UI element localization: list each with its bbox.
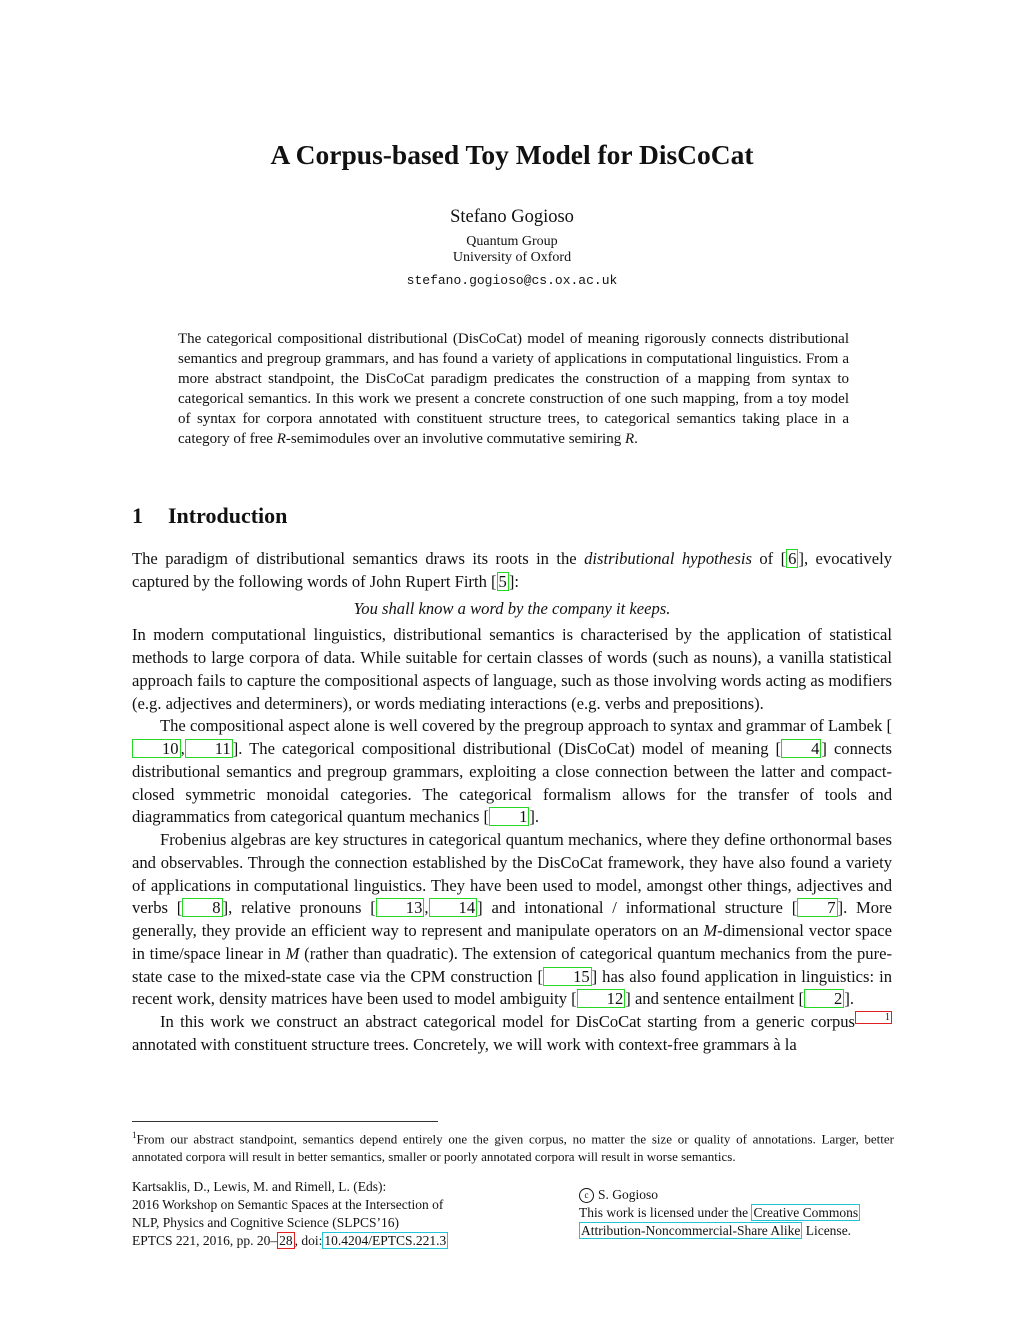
block-quote: You shall know a word by the company it keeps.	[353, 598, 671, 618]
emphasis: distributional hypothesis	[584, 549, 752, 568]
affiliation-group: Quantum Group	[466, 234, 558, 249]
abstract-var: R	[624, 431, 635, 448]
math-var: M	[285, 943, 300, 963]
text-run: ], relative pronouns [	[222, 898, 376, 918]
text-run: The compositional aspect alone is well covered by the pregroup approach to syntax and grammar of Lambek [	[160, 716, 892, 736]
copyright-icon: c	[579, 1188, 594, 1203]
doi-link[interactable]: 10.4204/EPTCS.221.3	[324, 1233, 447, 1248]
paragraph	[132, 715, 892, 829]
license-info	[579, 1186, 909, 1240]
text-run: -dimensional vector space in time/space linear in	[132, 921, 892, 963]
text-run: (rather than quadratic). The extension of categorical quantum mechanics from the pure-state case to the mixed-state case via the CPM construction [	[132, 943, 892, 986]
pubinfo-venue: NLP, Physics and Cognitive Science (SLPCS’16)	[132, 1215, 399, 1230]
paragraph	[132, 548, 892, 594]
pubinfo-workshop: 2016 Workshop on Semantic Spaces at the Intersection of	[132, 1197, 444, 1212]
citation-link[interactable]: 11	[185, 739, 233, 758]
citation-link[interactable]: 4	[781, 739, 821, 758]
publication-info	[132, 1178, 512, 1250]
paragraph	[132, 829, 892, 1011]
citation-link[interactable]: 1	[489, 807, 529, 826]
text-run: ] and sentence entailment [	[625, 989, 805, 1009]
footnote-divider	[132, 1121, 438, 1122]
text-run: ]. The categorical compositional distributional (DisCoCat) model of meaning [	[232, 739, 782, 758]
citation-link[interactable]: 7	[797, 898, 837, 917]
citation-link[interactable]: 5	[498, 571, 507, 591]
citation-link[interactable]: 14	[429, 898, 478, 917]
license-line	[579, 1222, 909, 1240]
copyright-holder: S. Gogioso	[598, 1187, 659, 1202]
copyright-line	[579, 1186, 909, 1204]
text-run: annotated with constituent structure trees. Concretely, we will work with context-free grammars à la	[132, 1034, 797, 1054]
text-run: ,	[180, 739, 185, 758]
paper-title: A Corpus-based Toy Model for DisCoCat	[270, 139, 754, 170]
text-run: ].	[529, 807, 540, 827]
text-run: ]. More generally, they provide an efficient way to represent and manipulate operators on an	[132, 898, 892, 940]
pubinfo-eptcs	[132, 1232, 512, 1250]
text-run: ] connects distributional semantics and pregroup grammars, exploiting a close connection between the latter and compact-closed symmetric monoidal categories. The categorical formalism allows for the transfer of tools and diagrammatics from categorical quantum mechanics [	[132, 739, 892, 827]
citation-link[interactable]: 15	[543, 967, 592, 986]
author-email[interactable]: stefano.gogioso@cs.ox.ac.uk	[406, 273, 618, 288]
paragraph	[132, 1011, 892, 1057]
license-link[interactable]: Creative Commons	[753, 1205, 859, 1220]
citation-link[interactable]: 6	[788, 549, 797, 568]
section-number: 1	[132, 503, 143, 528]
text-run: ]:	[508, 571, 519, 591]
text-run: ] and intonational / informational structure [	[477, 898, 798, 918]
license-link[interactable]: Attribution-Noncommercial-Share Alike	[581, 1223, 801, 1238]
math-var: M	[703, 921, 718, 940]
pubinfo-editors: Kartsaklis, D., Lewis, M. and Rimell, L. (Eds):	[132, 1179, 387, 1194]
text-run: Frobenius algebras are key structures in categorical quantum mechanics, where they define orthonormal bases and observables. Through the connection established by the DisCoCat framework, they have also found a variety of applications in computational linguistics. They have been used to model, amongst other things, adjectives and verbs [	[132, 830, 892, 918]
abstract	[178, 329, 849, 450]
citation-link[interactable]: 13	[376, 898, 425, 917]
text-run: ,	[424, 898, 429, 918]
footnote-link[interactable]: 1	[855, 1011, 892, 1024]
text-run: , doi:	[294, 1233, 323, 1248]
text-run: In this work we construct an abstract categorical model for DisCoCat starting from a generic corpus	[160, 1012, 855, 1031]
last-page-link[interactable]: 28	[279, 1233, 293, 1248]
affiliation-university: University of Oxford	[452, 250, 572, 265]
abstract-var: R	[276, 431, 286, 448]
text-run: ] has also found application in linguistics: in recent work, density matrices have been used to model ambiguity [	[132, 966, 892, 1009]
section-heading	[132, 502, 287, 530]
text-run: The paradigm of distributional semantics draws its roots in the	[132, 549, 585, 568]
abstract-text: The categorical compositional distributional (DisCoCat) model of meaning rigorously connects distributional semantics and pregroup grammars, and has found a variety of applications in computational linguistics. From a more abstract standpoint, the DisCoCat paradigm predicates the construction of a mapping from syntax to categorical semantics. In this work we present a concrete construction of one such mapping, from a toy model of syntax for corpora annotated with constituent structure trees, to categorical semantics taking place in a category of free	[178, 331, 849, 448]
text-run: This work is licensed under the	[579, 1205, 752, 1220]
text-run: of [	[751, 549, 787, 568]
citation-link[interactable]: 10	[132, 739, 181, 758]
section-title: Introduction	[168, 503, 288, 528]
abstract-text: -semimodules over an involutive commutative semiring	[285, 431, 625, 448]
text-run: ], evocatively captured by the following words of John Rupert Firth [	[132, 549, 893, 591]
abstract-text: .	[634, 431, 638, 448]
citation-link[interactable]: 12	[577, 989, 626, 1008]
footnote-mark: 1	[132, 1130, 137, 1140]
text-run: ].	[844, 989, 855, 1009]
text-run: License.	[802, 1223, 852, 1238]
license-line	[579, 1204, 909, 1222]
body-text	[132, 548, 892, 1057]
paragraph: In modern computational linguistics, distributional semantics is characterised by the application of statistical methods to large corpora of data. While suitable for certain classes of words (such as nouns), a vanilla statistical approach fails to capture the compositional aspects of language, such as those involving words acting as modifiers (e.g. adjectives and determiners), or words mediating interactions (e.g. verbs and prepositions).	[132, 625, 892, 713]
citation-link[interactable]: 8	[182, 898, 222, 917]
author-name: Stefano Gogioso	[450, 207, 574, 227]
citation-link[interactable]: 2	[804, 989, 844, 1008]
footnote	[132, 1126, 894, 1166]
text-run: EPTCS 221, 2016, pp. 20–	[132, 1233, 278, 1248]
footnote-text: From our abstract standpoint, semantics depend entirely one the given corpus, no matter the size or quality of annotations. Larger, better annotated corpora will result in better semantics, smaller or poorly annotated corpora will result in worse semantics.	[132, 1131, 894, 1165]
